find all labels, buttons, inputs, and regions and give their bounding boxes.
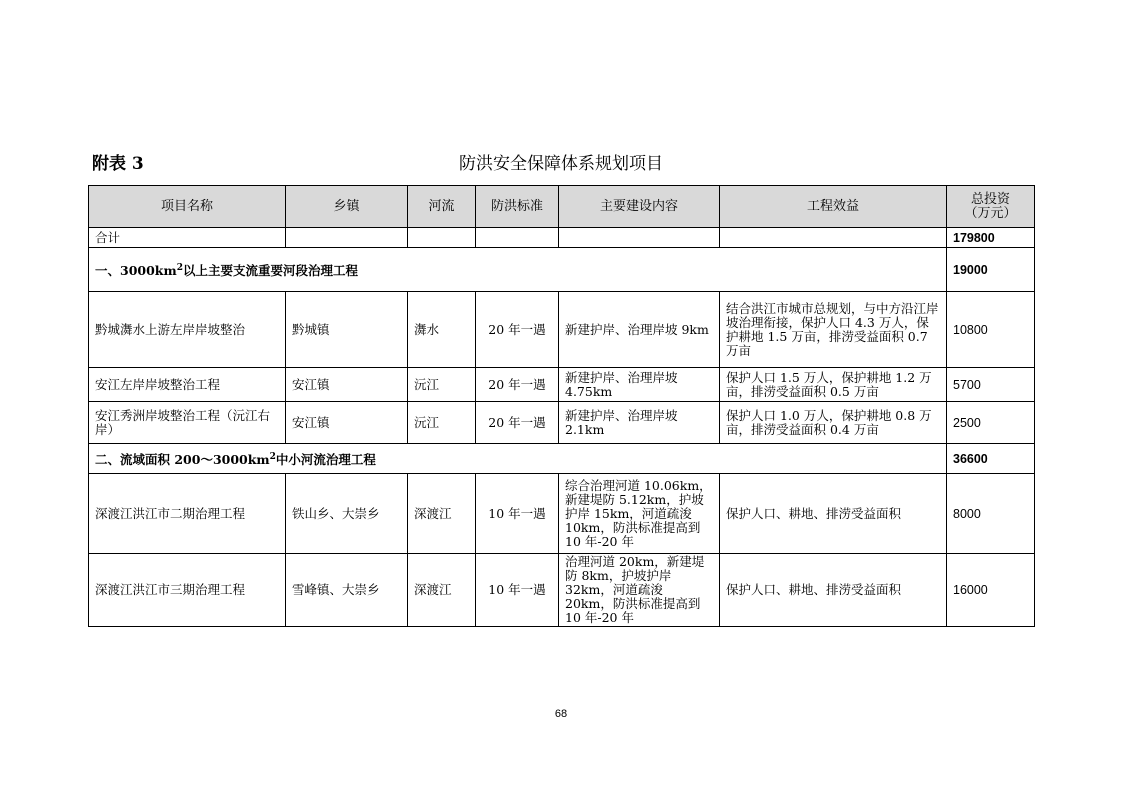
header-name: 项目名称 — [89, 186, 286, 228]
header-investment: 总投资 （万元） — [947, 186, 1035, 228]
header-river: 河流 — [408, 186, 476, 228]
project-investment: 5700 — [947, 368, 1035, 402]
project-benefit: 保护人口、耕地、排涝受益面积 — [720, 474, 947, 554]
project-standard: 20 年一遇 — [476, 402, 559, 444]
project-river: 㵲水 — [408, 292, 476, 368]
total-row — [89, 228, 1035, 248]
section-row — [89, 444, 1035, 474]
project-river: 深渡江 — [408, 474, 476, 554]
project-content: 新建护岸、治理岸坡 2.1km — [559, 402, 720, 444]
project-town: 安江镇 — [286, 368, 408, 402]
header-row — [89, 186, 1035, 228]
project-table — [88, 185, 1035, 627]
section-investment: 36600 — [947, 444, 1035, 474]
section-row — [89, 248, 1035, 292]
table-row — [89, 292, 1035, 368]
project-standard: 20 年一遇 — [476, 368, 559, 402]
header-standard: 防洪标准 — [476, 186, 559, 228]
total-investment: 179800 — [947, 228, 1035, 248]
section-title: 二、流域面积 $200\sim 3000km^2$中小河流治理工程 — [89, 444, 947, 474]
table-row — [89, 474, 1035, 554]
project-content: 治理河道 20km，新建堤防 8km，护坡护岸 32km，河道疏浚 20km，防洪标准提高到 10 年-20 年 — [559, 554, 720, 627]
project-river: 沅江 — [408, 402, 476, 444]
page-title: 防洪安全保障体系规划项目 — [459, 154, 663, 174]
project-benefit: 保护人口 1.0 万人，保护耕地 0.8 万亩，排涝受益面积 0.4 万亩 — [720, 402, 947, 444]
project-name: 黔城㵲水上游左岸岸坡整治 — [89, 292, 286, 368]
project-town: 安江镇 — [286, 402, 408, 444]
project-river: 深渡江 — [408, 554, 476, 627]
header-content: 主要建设内容 — [559, 186, 720, 228]
project-content: 综合治理河道 10.06km，新建堤防 5.12km，护坡护岸 15km，河道疏浚 10km，防洪标准提高到 10 年-20 年 — [559, 474, 720, 554]
project-standard: 20 年一遇 — [476, 292, 559, 368]
project-investment: 8000 — [947, 474, 1035, 554]
project-town: 雪峰镇、大崇乡 — [286, 554, 408, 627]
project-benefit: 保护人口、耕地、排涝受益面积 — [720, 554, 947, 627]
project-investment: 10800 — [947, 292, 1035, 368]
header-benefit: 工程效益 — [720, 186, 947, 228]
project-investment: 16000 — [947, 554, 1035, 627]
header-town: 乡镇 — [286, 186, 408, 228]
project-standard: 10 年一遇 — [476, 474, 559, 554]
table-row — [89, 402, 1035, 444]
project-standard: 10 年一遇 — [476, 554, 559, 627]
project-content: 新建护岸、治理岸坡 9km — [559, 292, 720, 368]
section-investment: 19000 — [947, 248, 1035, 292]
project-benefit: 保护人口 1.5 万人，保护耕地 1.2 万亩，排涝受益面积 0.5 万亩 — [720, 368, 947, 402]
project-name: 安江秀洲岸坡整治工程（沅江右岸） — [89, 402, 286, 444]
project-river: 沅江 — [408, 368, 476, 402]
total-label: 合计 — [89, 228, 286, 248]
section-title: 一、$3000km^2$以上主要支流重要河段治理工程 — [89, 248, 947, 292]
project-investment: 2500 — [947, 402, 1035, 444]
project-content: 新建护岸、治理岸坡 4.75km — [559, 368, 720, 402]
project-benefit: 结合洪江市城市总规划，与中方沿江岸坡治理衔接，保护人口 4.3 万人，保护耕地 1.5 万亩，排涝受益面积 0.7 万亩 — [720, 292, 947, 368]
project-name: 深渡江洪江市三期治理工程 — [89, 554, 286, 627]
appendix-label: 附表 3 — [92, 154, 144, 174]
project-town: 铁山乡、大崇乡 — [286, 474, 408, 554]
table-row — [89, 554, 1035, 627]
project-name: 深渡江洪江市二期治理工程 — [89, 474, 286, 554]
project-name: 安江左岸岸坡整治工程 — [89, 368, 286, 402]
project-town: 黔城镇 — [286, 292, 408, 368]
page-number: 68 — [554, 708, 568, 720]
table-row — [89, 368, 1035, 402]
